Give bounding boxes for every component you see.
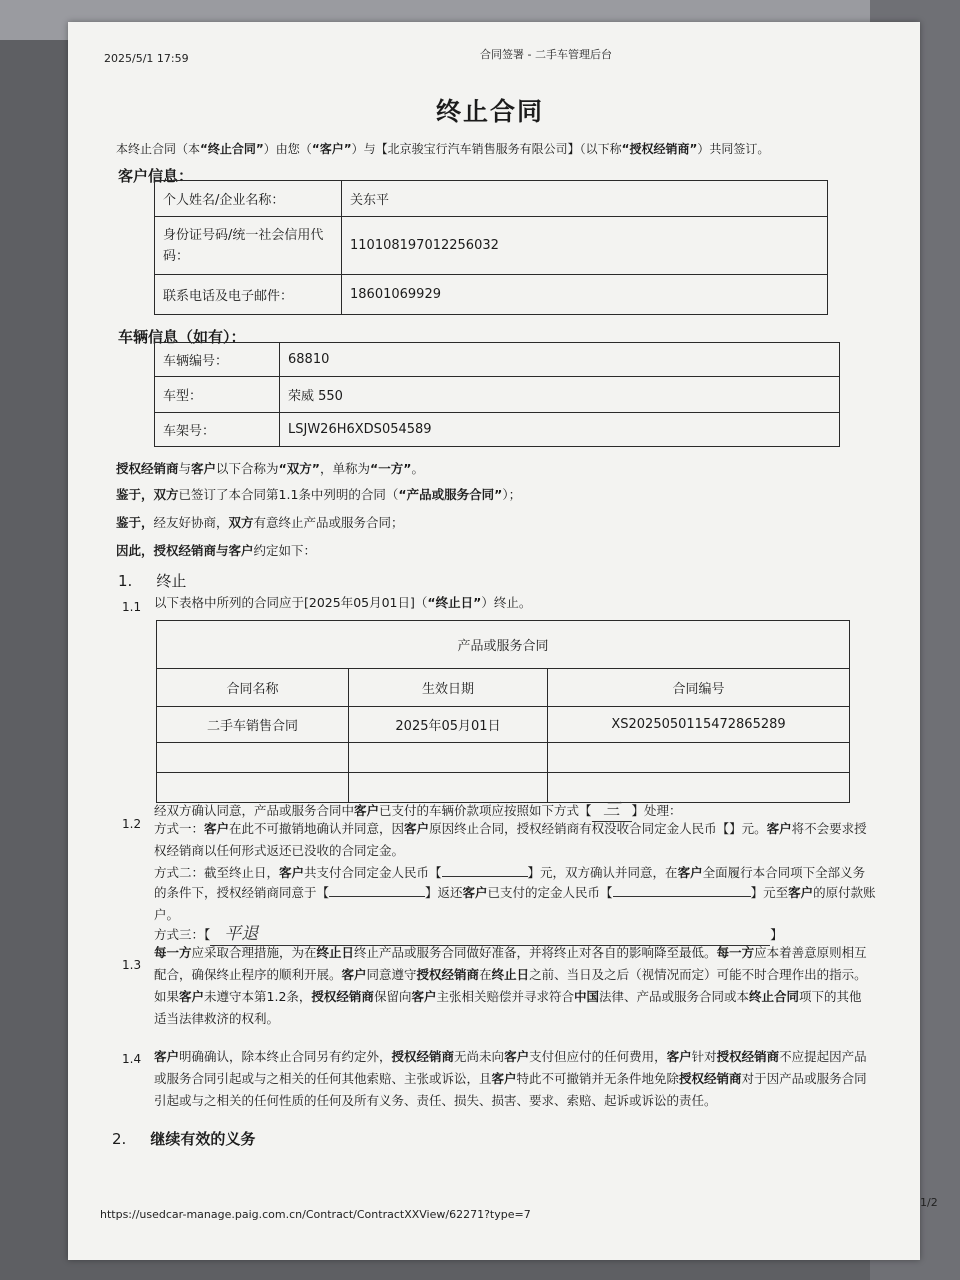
clause-1-4-number: 1.4: [122, 1052, 142, 1066]
vehicle-info-table: [154, 342, 840, 447]
customer-id-label: 身份证号码/统一社会信用代码：: [155, 217, 342, 275]
vehicle-model-row: [155, 377, 840, 413]
method-3-line: 方式三：【 平退 】: [154, 924, 783, 944]
recital-therefore: 因此，授权经销商与客户约定如下：: [116, 543, 317, 558]
print-datetime: 2025/5/1 17:59: [104, 52, 189, 65]
intro-paragraph: 本终止合同（本“终止合同”）由您（“客户”）与【北京骏宝行汽车销售服务有限公司】（以下称“授权经销商”）共同签订。: [116, 142, 770, 156]
recital-parties: 授权经销商与客户以下合称为“双方”，单称为“一方”。: [116, 461, 424, 476]
print-url: https://usedcar-manage.paig.com.cn/Contract/ContractXXView/62271?type=7: [100, 1208, 531, 1221]
contracts-table-header-row: [157, 669, 850, 707]
clause-1-4-line-3: 引起或与之相关的任何性质的任何及所有义务、责任、损失、损害、要求、索赔、起诉或诉讼的责任。: [154, 1093, 717, 1108]
vehicle-vin-value: LSJW26H6XDS054589: [280, 413, 840, 447]
page-number: 1/2: [920, 1196, 938, 1209]
clause-1-4-line-1: 客户明确确认，除本终止合同另有约定外，授权经销商无尚未向客户支付但应付的任何费用，客户针对授权经销商不应提起因产品: [154, 1049, 867, 1064]
header-effective-date: 生效日期: [349, 669, 548, 707]
print-page-title: 合同签署 - 二手车管理后台: [480, 48, 612, 61]
section-1-heading: 1. 终止: [118, 572, 187, 590]
vehicle-number-label: 车辆编号：: [155, 343, 280, 377]
vehicle-number-value: 68810: [280, 343, 840, 377]
method-3-handwritten: 平退: [210, 924, 770, 946]
clause-1-2-number: 1.2: [122, 817, 142, 831]
vehicle-model-value: 荣威 550: [280, 377, 840, 413]
method-1-line-2: 权经销商以任何形式返还已没收的合同定金。: [154, 843, 405, 858]
clause-1-1-number: 1.1: [122, 600, 142, 614]
clause-1-3-line-2: 配合，确保终止程序的顺利开展。客户同意遵守授权经销商在终止日之前、当日及之后（视情况而定）可能不时合理作出的指示。: [154, 967, 867, 982]
clause-1-1-text: 以下表格中所列的合同应于[2025年05月01日]（“终止日”）终止。: [154, 595, 532, 610]
customer-id-value: 110108197012256032: [342, 217, 828, 275]
recital-whereas-2: 鉴于，经友好协商，双方有意终止产品或服务合同；: [116, 515, 404, 530]
vehicle-section-title: 车辆信息（如有）：: [118, 328, 246, 346]
clause-1-2-line-1: 经双方确认同意，产品或服务合同中客户已支付的车辆价款项应按照如下方式【 三 】处理：: [154, 800, 682, 820]
customer-name-label: 个人姓名/企业名称：: [155, 181, 342, 217]
vehicle-model-label: 车型：: [155, 377, 280, 413]
contract-name-cell: 二手车销售合同: [157, 707, 349, 743]
customer-section-title: 客户信息：: [118, 167, 194, 185]
table-row-empty-1: [157, 743, 850, 773]
effective-date-cell: 2025年05月01日: [349, 707, 548, 743]
clause-1-3-line-3: 如果客户未遵守本第1.2条，授权经销商保留向客户主张相关赔偿并寻求符合中国法律、产品或服务合同或本终止合同项下的其他: [154, 989, 862, 1004]
contract-number-cell: XS20250501154728652​89: [548, 707, 850, 743]
table-row: [157, 707, 850, 743]
header-contract-number: 合同编号: [548, 669, 850, 707]
contracts-table: [156, 620, 850, 803]
recital-whereas-1: 鉴于，双方已签订了本合同第1.1条中列明的合同（“产品或服务合同”）；: [116, 487, 522, 502]
header-contract-name: 合同名称: [157, 669, 349, 707]
vehicle-number-row: [155, 343, 840, 377]
document-title: 终止合同: [436, 97, 545, 126]
vehicle-vin-label: 车架号：: [155, 413, 280, 447]
clause-1-4-line-2: 或服务合同引起或与之相关的任何其他索赔、主张或诉讼，且客户特此不可撤销并无条件地免除授权经销商对于因产品或服务合同: [154, 1071, 867, 1086]
paper-sheet: [68, 22, 938, 1260]
clause-1-3-line-1: 每一方应采取合理措施，为在终止日终止产品或服务合同做好准备，并将终止对各自的影响降至最低。每一方应本着善意原则相互: [154, 945, 867, 960]
method-1-line-1: 方式一：客户在此不可撤销地确认并同意，因客户原因终止合同，授权经销商有权没收合同定金人民币【】元。客户将不会要求授: [154, 821, 867, 836]
section-2-heading: 2. 继续有效的义务: [112, 1130, 256, 1148]
customer-id-row: [155, 217, 828, 275]
contracts-table-caption-row: [157, 621, 850, 669]
customer-phone-row: [155, 275, 828, 315]
customer-phone-value: 18601069929: [342, 275, 828, 315]
selected-method-handwritten: 三: [592, 800, 632, 822]
method-2-line-1: 方式二：截至终止日，客户共支付合同定金人民币【 】元，双方确认并同意，在客户全面履行本合同项下全部义务: [154, 865, 866, 880]
table-row-empty-2: [157, 773, 850, 803]
customer-name-row: [155, 181, 828, 217]
clause-1-3-line-4: 适当法律救济的权利。: [154, 1011, 280, 1026]
method-2-line-3: 户。: [154, 907, 180, 922]
customer-name-value: 关东平: [342, 181, 828, 217]
contracts-table-caption: 产品或服务合同: [157, 621, 850, 669]
method-2-line-2: 的条件下，授权经销商同意于【 】返还客户已支付的定金人民币【 】元至客户的原付款账: [154, 885, 876, 900]
customer-info-table: [154, 180, 828, 315]
vehicle-vin-row: [155, 413, 840, 447]
customer-phone-label: 联系电话及电子邮件：: [155, 275, 342, 315]
clause-1-3-number: 1.3: [122, 958, 142, 972]
